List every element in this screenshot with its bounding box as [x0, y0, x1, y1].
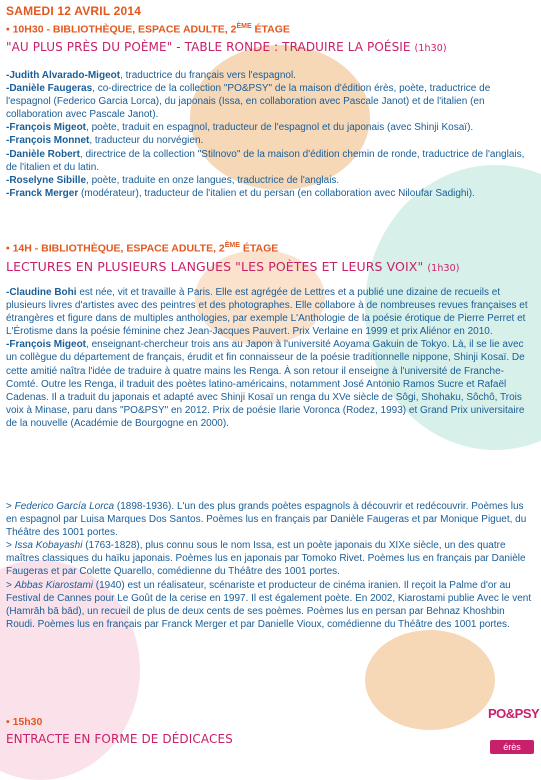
participant-desc: , poète, traduite en onze langues, traductrice de l'anglais. — [86, 174, 340, 186]
participant-name: -Danièle Faugeras — [6, 83, 93, 95]
participant-name: -Roselyne Sibille — [6, 174, 87, 186]
session1-slot-end: ÉTAGE — [251, 23, 290, 36]
session2-slot-text: • 14H - BIBLIOTHÈQUE, ESPACE ADULTE, 2 — [6, 242, 225, 255]
session1-slot — [6, 23, 290, 36]
participant-line — [6, 82, 536, 121]
author-entry — [6, 539, 536, 578]
session1-duration: (1h30) — [414, 43, 447, 54]
author-name: Federico García Lorca — [14, 501, 115, 512]
participant-line — [6, 148, 536, 174]
session2-slot — [6, 242, 278, 255]
logo-top-text: PO&PSY — [488, 706, 540, 721]
participant-desc: , co-directrice de la collection "PO&PSY" de la maison d'édition érès, poète, traductrice de l'espagnol (Federico Garcia Lorca), du japonais (Issa, en collaboration avec Pascale Janot) et de l'italien (en collaboration avec Pascale Janot). — [6, 83, 491, 121]
session1-participants — [6, 69, 536, 200]
participant-desc: , traductrice du français vers l'espagnol. — [120, 70, 296, 81]
participant-line — [6, 69, 536, 82]
session1-title-text: "AU PLUS PRÈS DU POÈME" - TABLE RONDE : TRADUIRE LA POÉSIE — [6, 40, 411, 54]
session2-authors — [6, 500, 536, 631]
author-name: Issa Kobayashi — [14, 540, 83, 552]
author-desc: (1898-1936). L'un des plus grands poètes espagnols à découvrir et redécouvrir. Poèmes lus en espagnol par Luisa Marques Dos Santos. Poèmes lus en français par Danièle Faugeras et par Monique Piguet, du Théâtre des 1001 portes. — [6, 501, 527, 539]
author-entry — [6, 579, 536, 631]
participant-name: -Franck Merger — [6, 187, 79, 199]
page-date: SAMEDI 12 AVRIL 2014 — [6, 4, 142, 18]
session3-title: ENTRACTE EN FORME DE DÉDICACES — [6, 732, 233, 746]
participant-line — [6, 187, 536, 200]
logo-bottom-text: érès — [503, 742, 521, 752]
author-marker: > — [6, 501, 15, 512]
session2-slot-end: ÉTAGE — [239, 242, 279, 255]
participant-desc: , traducteur du norvégien. — [89, 135, 204, 147]
bio-paragraph — [6, 286, 536, 338]
participant-line — [6, 121, 536, 134]
author-desc: (1763-1828), plus connu sous le nom Issa, est un poète japonais du XIXe siècle, un des quatre maîtres classiques du haïku japonais. Poèmes lus en japonais par Tomoko Rivet. Poèmes lus en français par Danièle Faugeras et par Colette Quarello, comédienne du Théâtre des 1001 portes. — [6, 540, 526, 578]
participant-desc: , directrice de la collection "Stilnovo" de la maison d'édition chemin de ronde, traductrice de l'anglais, de l'italien et du latin. — [6, 148, 525, 173]
session1-title — [6, 40, 447, 54]
participant-desc: (modérateur), traducteur de l'italien et du persan (en collaboration avec Niloufar Sadighi). — [78, 187, 475, 199]
bio-name: -Claudine Bohi — [6, 287, 77, 298]
session2-slot-sup: ÈME — [224, 242, 240, 249]
participant-name: -Judith Alvarado-Migeot — [6, 70, 121, 81]
author-marker: > — [6, 540, 15, 552]
session2-title-text: LECTURES EN PLUSIEURS LANGUES "LES POÈTES ET LEURS VOIX" — [6, 259, 424, 274]
bio-text: , enseignant-chercheur trois ans au Japon à l'université Aoyama Gakuin de Tokyo. Là, il se lie avec un collègue du département de français, érudit et fin connaisseur de la poésie traditionnelle nippone, Shinji Kosaï. De cette amitié naîtra l'idée de traduire à quatre mains les Renga. À son retour il enseigne à l'université de Franche-Comté. Outre les Renga, il traduit des poètes latino-américains, notamment José Antonio Ramos Sucre et Rafaël Cadenas. Il a traduit du japonais et adapté avec Shinji Kosaï un renga du XVe siècle de Sôgi, Shohaku, Sôchô, Trois voix à Minase, paru dans "PO&PSY" en 2012. Prix de poésie Ilarie Voronca (Rodez, 1993) et Grand Prix universitaire de la nouvelle (Académie de Bourgogne en 2000). — [6, 339, 525, 429]
participant-name: -François Monnet — [6, 135, 90, 147]
participant-line — [6, 134, 536, 147]
session2-bios — [6, 286, 536, 430]
author-name: Abbas Kiarostami — [14, 579, 93, 591]
participant-name: -Danièle Robert — [6, 148, 80, 160]
session1-slot-text: • 10H30 - BIBLIOTHÈQUE, ESPACE ADULTE, 2 — [6, 23, 237, 36]
bio-paragraph — [6, 338, 536, 430]
author-marker: > — [6, 579, 15, 591]
session2-duration: (1h30) — [427, 263, 460, 274]
author-desc: (1940) est un réalisateur, scénariste et producteur de cinéma iranien. Il reçoit la Palme d'or au Festival de Cannes pour Le Goût de la cerise en 1997. Il est également poète. En 2002, Kiarostami publie Avec le vent (Hamrāh bā bād), un recueil de plus de deux cents de ses poèmes. Poèmes lus en persan par Behnaz Khoshbin Roudi. Poèmes lus en français par Franck Merger et par Danielle Vioux, comédienne du Théâtre des 1001 portes. — [6, 579, 532, 630]
session1-slot-sup: ÈME — [236, 23, 252, 30]
bio-text: est née, vit et travaille à Paris. Elle est agrégée de Lettres et a publié une dizaine de recueils et plusieurs livres d'artistes avec des peintres et des photographes. Elle collabore à de nombreuses revues françaises et étrangères et figure dans de multiples anthologies, par exemple L'Anthologie de la poésie érotique de Pierre Perret et L'Érotisme dans la poésie féminine chez Jean-Jacques Pauvert. Prix Verlaine en 1999 et prix Aliénor en 2010. — [6, 287, 528, 338]
author-entry — [6, 500, 536, 539]
session2-title — [6, 259, 460, 274]
participant-desc: , poète, traduit en espagnol, traducteur de l'espagnol et du japonais (avec Shinji Kosaï). — [86, 122, 474, 134]
participant-line — [6, 174, 536, 187]
bio-name: -François Migeot — [6, 339, 87, 351]
participant-name: -François Migeot — [6, 122, 87, 134]
session3-slot: • 15h30 — [6, 716, 43, 728]
popsy-eres-logo — [488, 706, 540, 758]
